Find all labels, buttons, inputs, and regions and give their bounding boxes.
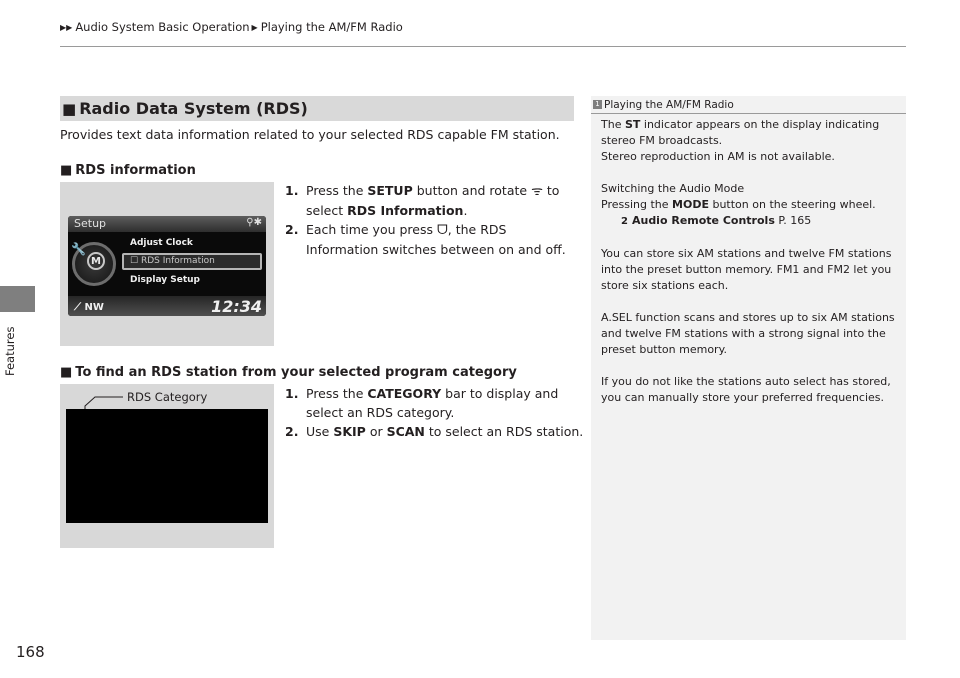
step-number: 1. — [285, 183, 299, 198]
find-station-heading — [60, 365, 517, 380]
compass-readout: ⟋ NW — [74, 302, 104, 313]
breadcrumb — [60, 20, 403, 34]
rds-info-heading — [60, 163, 196, 178]
header-divider — [60, 46, 906, 47]
menu-m-icon: M — [87, 252, 105, 270]
menu-item-rds-information — [122, 253, 262, 270]
step-text: select — [306, 203, 348, 218]
step-text: Each time you press — [306, 222, 437, 237]
section-title: Radio Data System (RDS) — [79, 99, 308, 118]
step-text: Use — [306, 424, 334, 439]
breadcrumb-arrow-icon: ▶ — [251, 22, 258, 32]
step-number: 2. — [285, 424, 299, 439]
note-text: Pressing the — [601, 198, 673, 211]
page-number: 168 — [16, 643, 45, 661]
step-text: to — [542, 183, 560, 198]
note-text: Switching the Audio Mode — [601, 182, 745, 195]
step-text: bar to display and — [441, 386, 559, 401]
section-title-bar — [60, 96, 574, 121]
step — [285, 384, 583, 422]
display-title: Setup — [74, 217, 107, 230]
heading-square-icon: ■ — [60, 163, 73, 178]
category-bar-label: CATEGORY — [367, 386, 442, 401]
cross-reference[interactable] — [601, 213, 901, 230]
chapter-label: Features — [3, 326, 17, 376]
step — [285, 181, 566, 220]
note-text: preset button memory. — [601, 343, 728, 356]
wrench-icon: 🔧 — [71, 242, 86, 256]
note-text: you can manually store your preferred frequencies. — [601, 391, 885, 404]
reference-page: P. 165 — [774, 214, 812, 227]
reference-link[interactable]: Audio Remote Controls — [631, 214, 775, 227]
rds-information-label: RDS Information — [347, 203, 464, 218]
note-text: button on the steering wheel. — [708, 198, 876, 211]
rotate-knob-icon: ᯤ — [531, 184, 543, 199]
note-marker-icon: 1 — [593, 100, 602, 109]
menu-item-adjust-clock: Adjust Clock — [130, 238, 193, 248]
rds-info-steps — [285, 181, 566, 259]
note-text: stereo FM broadcasts. — [601, 134, 723, 147]
step-text: Information switches between on and off. — [306, 242, 566, 257]
clock-readout: 12:34 — [211, 297, 262, 316]
category-screen-figure — [60, 384, 274, 548]
step-text: button and rotate — [412, 183, 532, 198]
note-text: If you do not like the stations auto select has stored, — [601, 375, 891, 388]
step-text: Press the — [306, 183, 368, 198]
note-text: and twelve FM stations with a strong signal into the — [601, 327, 886, 340]
sidebar-heading-text: Playing the AM/FM Radio — [604, 98, 734, 111]
st-indicator-label: ST — [624, 118, 641, 131]
breadcrumb-arrow-icon: ▶▶ — [60, 22, 73, 32]
note-text: The — [601, 118, 625, 131]
heading-square-icon: ■ — [60, 365, 73, 380]
step-text: . — [463, 203, 468, 218]
step-text: or — [365, 424, 387, 439]
sidebar-heading — [591, 96, 906, 114]
find-station-steps — [285, 384, 583, 441]
note-text: into the preset button memory. FM1 and FM2 let you — [601, 263, 892, 276]
step-number: 1. — [285, 386, 299, 401]
bluetooth-icon: ⚲✱ — [246, 217, 262, 228]
step-number: 2. — [285, 222, 299, 237]
setup-screen-figure — [60, 182, 274, 346]
mode-button-label: MODE — [672, 198, 709, 211]
rds-info-heading-text: RDS information — [75, 163, 196, 178]
notes-sidebar — [591, 96, 906, 640]
compass-direction: NW — [84, 302, 104, 313]
sidebar-body — [601, 117, 901, 406]
note-text: A.SEL function scans and stores up to six AM stations — [601, 311, 895, 324]
find-station-heading-text: To find an RDS station from your selected program category — [75, 365, 517, 380]
chapter-tab — [0, 286, 35, 312]
press-knob-icon: ᗜ — [436, 223, 448, 238]
breadcrumb-item: Audio System Basic Operation — [75, 20, 250, 34]
setup-button-label: SETUP — [367, 183, 413, 198]
step — [285, 220, 566, 259]
note-text: You can store six AM stations and twelve FM stations — [601, 247, 892, 260]
scan-label: SCAN — [386, 424, 425, 439]
step-text: Press the — [306, 386, 368, 401]
category-display — [66, 409, 268, 523]
menu-item-label: RDS Information — [140, 256, 215, 266]
section-intro: Provides text data information related to your selected RDS capable FM station. — [60, 127, 560, 142]
skip-label: SKIP — [333, 424, 366, 439]
rds-category-callout: RDS Category — [127, 390, 208, 404]
step-text: select an RDS category. — [306, 405, 455, 420]
step-text: to select an RDS station. — [424, 424, 584, 439]
setup-display — [68, 216, 266, 316]
step — [285, 422, 583, 441]
menu-item-display-setup: Display Setup — [130, 275, 200, 285]
breadcrumb-item: Playing the AM/FM Radio — [260, 20, 403, 34]
note-text: Stereo reproduction in AM is not available. — [601, 150, 835, 163]
reference-arrow-icon: 2 — [621, 216, 628, 227]
note-text: store six stations each. — [601, 279, 729, 292]
section-square-icon: ■ — [62, 99, 77, 118]
note-text: indicator appears on the display indicating — [640, 118, 880, 131]
step-text: , the RDS — [447, 222, 507, 237]
checkbox-icon: ☐ — [130, 256, 139, 266]
